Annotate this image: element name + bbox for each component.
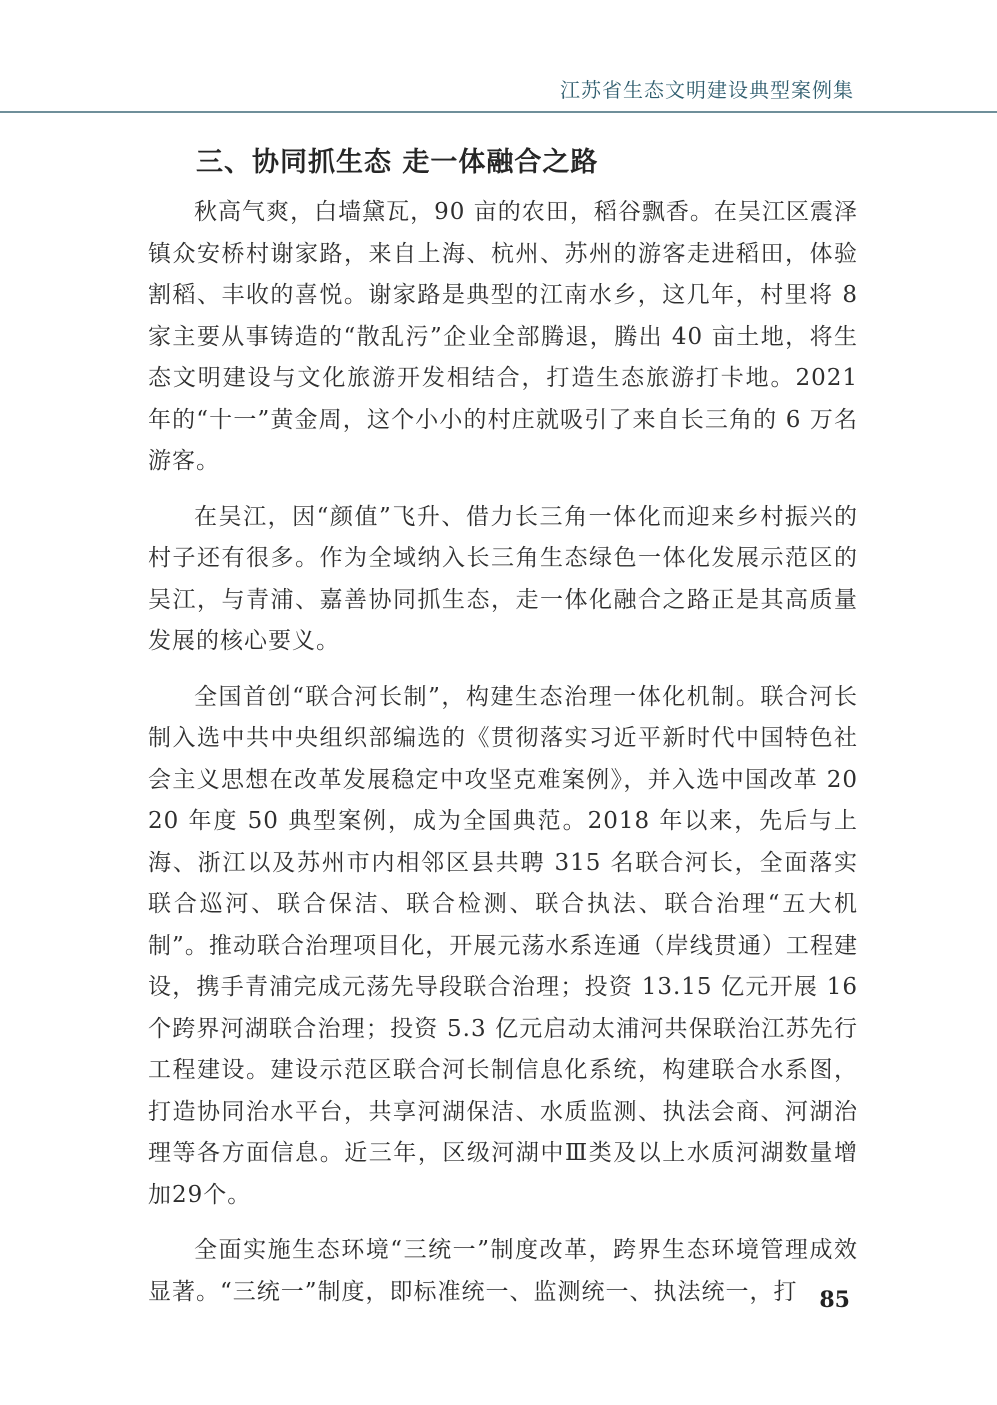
paragraph: 在吴江，因“颜值”飞升、借力长三角一体化而迎来乡村振兴的村子还有很多。作为全域纳入长三角生态绿色一体化发展示范区的吴江，与青浦、嘉善协同抓生态，走一体化融合之路正是其高质量发展的核心要义。: [148, 503, 858, 654]
header-divider: [0, 111, 997, 113]
paragraph: 秋高气爽，白墙黛瓦，90 亩的农田，稻谷飘香。在吴江区震泽镇众安桥村谢家路，来自上海、杭州、苏州的游客走进稻田，体验割稻、丰收的喜悦。谢家路是典型的江南水乡，这几年，村里将 8 家主要从事铸造的“散乱污”企业全部腾退，腾出 40 亩土地，将生态文明建设与文化旅游开发相结合，打造生态旅游打卡地。2021 年的“十一”黄金周，这个小小的村庄就吸引了来自长三角的 6 万名游客。: [148, 199, 858, 474]
page-body: [148, 140, 858, 1327]
paragraph: 全国首创“联合河长制”，构建生态治理一体化机制。联合河长制入选中共中央组织部编选的《贯彻落实习近平新时代中国特色社会主义思想在改革发展稳定中攻坚克难案例》，并入选中国改革 2020 年度 50 典型案例，成为全国典范。2018 年以来，先后与上海、浙江以及苏州市内相邻区县共聘 315 名联合河长，全面落实联合巡河、联合保洁、联合检测、联合执法、联合治理“五大机制”。推动联合治理项目化，开展元荡水系连通（岸线贯通）工程建设，携手青浦完成元荡先导段联合治理；投资 13.15 亿元开展 16 个跨界河湖联合治理；投资 5.3 亿元启动太浦河共保联治江苏先行工程建设。建设示范区联合河长制信息化系统，构建联合水系图，打造协同治水平台，共享河湖保洁、水质监测、执法会商、河湖治理等各方面信息。近三年，区级河湖中Ⅲ类及以上水质河湖数量增加29个。: [148, 683, 858, 1208]
page-number: 85: [819, 1287, 850, 1313]
paragraph: 全面实施生态环境“三统一”制度改革，跨界生态环境管理成效显著。“三统一”制度，即标准统一、监测统一、执法统一，打: [148, 1237, 858, 1305]
running-header: 江苏省生态文明建设典型案例集: [560, 78, 854, 102]
section-title: 三、协同抓生态 走一体融合之路: [196, 147, 599, 178]
